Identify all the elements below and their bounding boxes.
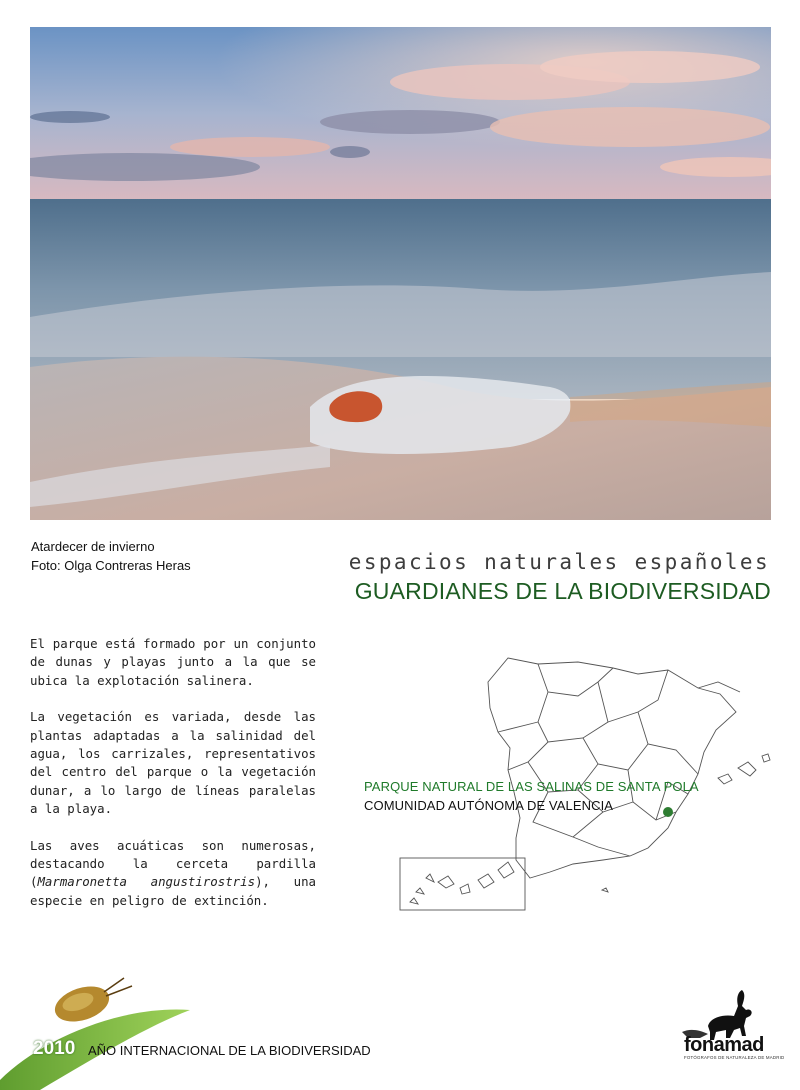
seascape-illustration: [30, 27, 771, 520]
caption-credit: Foto: Olga Contreras Heras: [31, 558, 191, 573]
paragraph-1: El parque está formado por un conjunto de dunas y playas junto a la que se ubica la explotación salinera.: [30, 636, 316, 688]
paragraph-2: La vegetación es variada, desde las plantas adaptadas a la salinidad del agua, los carrizales, representativos del centro del parque o la vegetación dunar, a lo largo de líneas paralelas a la playa.: [30, 709, 316, 817]
leaf-beetle-illustration: [0, 970, 200, 1090]
body-text: [30, 635, 316, 928]
headline: GUARDIANES DE LA BIODIVERSIDAD: [354, 578, 771, 604]
hero-photo: [30, 27, 771, 520]
logo-wordmark: fonamad: [684, 1034, 764, 1056]
species-name: Marmaronetta angustirostris: [37, 874, 256, 890]
park-name-label: PARQUE NATURAL DE LAS SALINAS DE SANTA POLA: [364, 779, 699, 794]
year-label: 2010: [33, 1038, 76, 1059]
paragraph-3-after: ), una especie en peligro de extinción.: [30, 874, 316, 908]
caption-title: Atardecer de invierno: [31, 539, 155, 554]
paragraph-3-before: Las aves acuáticas son numerosas, destacando la cerceta pardilla (: [30, 837, 316, 890]
logo-subtitle: FOTÓGRAFOS DE NATURALEZA DE MADRID: [684, 1055, 785, 1060]
park-location-marker: [663, 807, 673, 817]
year-description: AÑO INTERNACIONAL DE LA BIODIVERSIDAD: [88, 1043, 371, 1058]
photo-caption: [31, 537, 191, 575]
series-title: espacios naturales españoles: [348, 550, 770, 574]
paragraph-3: [30, 837, 316, 911]
region-label: COMUNIDAD AUTÓNOMA DE VALENCIA: [364, 798, 614, 813]
